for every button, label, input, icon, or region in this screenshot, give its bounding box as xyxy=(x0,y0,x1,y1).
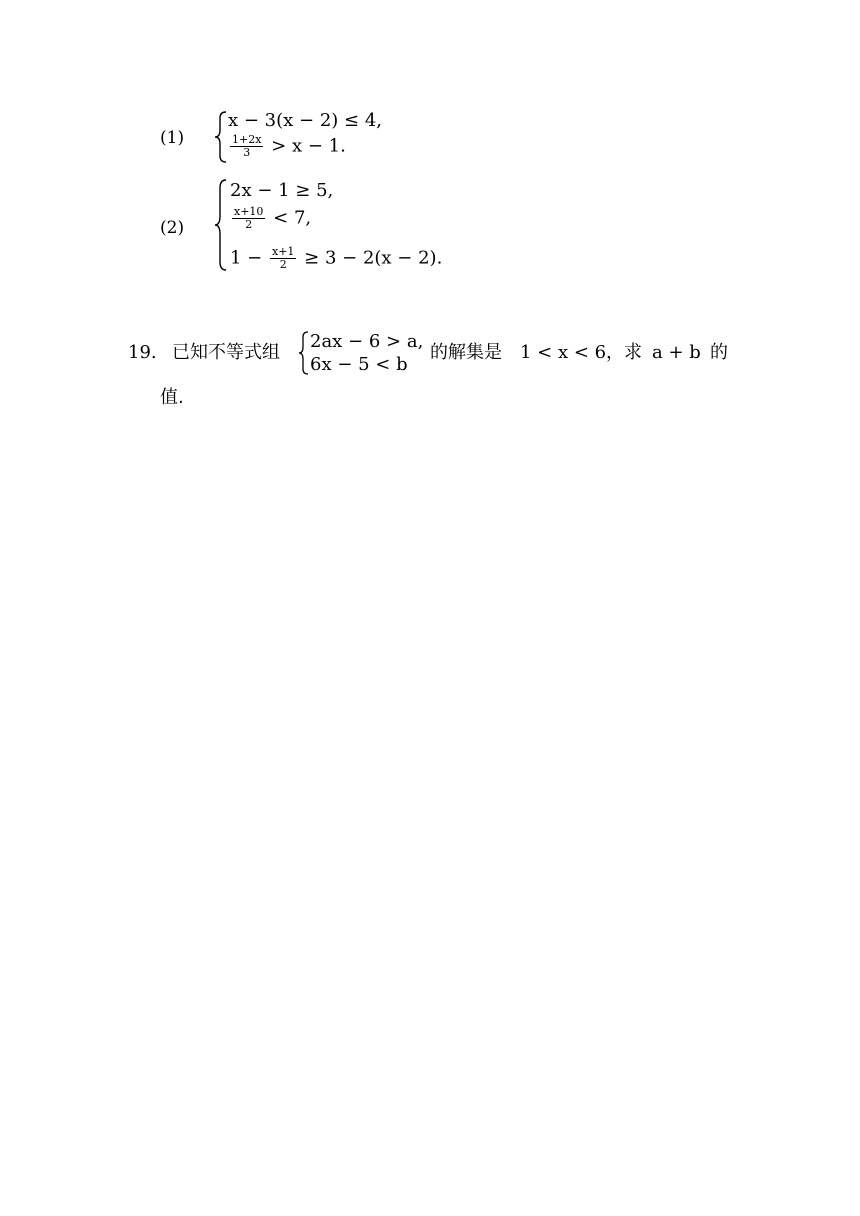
q19-system-line-2: 6x − 5 < b xyxy=(310,354,408,375)
inequality-rest: ≥ 3 − 2(x − 2). xyxy=(304,247,443,269)
sub2-inequality-2 xyxy=(230,206,311,231)
sub-problem-2-label: (2) xyxy=(160,218,185,238)
fraction xyxy=(270,246,296,271)
solution-set: 1 < x < 6 xyxy=(520,342,607,363)
fraction xyxy=(232,206,265,231)
fraction-numerator: x+1 xyxy=(272,245,295,258)
fraction-denominator: 2 xyxy=(245,218,253,231)
question-text-comma: ，求 xyxy=(606,342,642,363)
sub1-inequality-2 xyxy=(228,134,346,159)
fraction-numerator: x+10 xyxy=(234,205,264,218)
sub2-inequality-3 xyxy=(230,246,442,271)
left-brace-icon xyxy=(214,110,228,164)
question-text-intro: 已知不等式组 xyxy=(172,342,280,363)
question-text-wrap: 值. xyxy=(160,387,184,408)
sub-problem-1-label: (1) xyxy=(160,128,185,148)
fraction-denominator: 2 xyxy=(279,258,287,271)
sub1-inequality-1: x − 3(x − 2) ≤ 4, xyxy=(228,110,383,131)
left-brace-icon xyxy=(214,178,228,272)
fraction-numerator: 1+2x xyxy=(232,133,262,146)
inequality-prefix: 1 − xyxy=(230,247,263,269)
expression-a-plus-b: a + b xyxy=(652,342,701,363)
question-text-end: 的 xyxy=(710,342,728,363)
left-brace-icon xyxy=(298,330,310,376)
q19-system-line-1: 2ax − 6 > a, xyxy=(310,331,424,352)
inequality-rest: > x − 1. xyxy=(271,135,346,157)
fraction-denominator: 3 xyxy=(243,146,251,159)
sub2-inequality-1: 2x − 1 ≥ 5, xyxy=(230,180,334,201)
question-number: 19. xyxy=(128,342,157,363)
inequality-rest: < 7, xyxy=(273,207,312,229)
fraction xyxy=(230,134,263,159)
question-text-mid: 的解集是 xyxy=(430,342,502,363)
